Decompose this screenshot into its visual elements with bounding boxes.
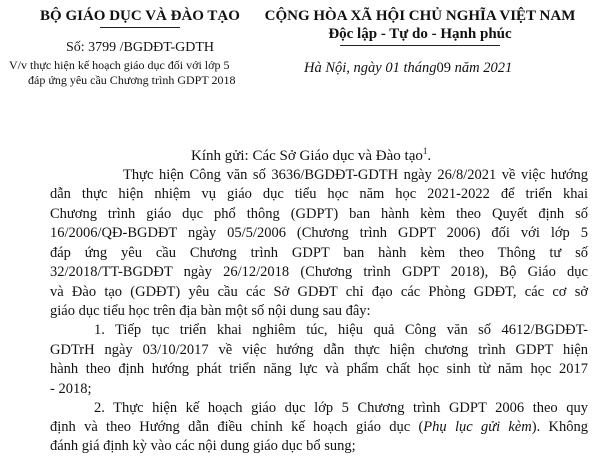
paragraph-1-line: Chương trình giáo dục phổ thông (GDPT) ban hành kèm theo Quyết định số (50, 206, 588, 222)
salutation-text: Kính gửi: Các Sở Giáo dục và Đào tạo (191, 148, 423, 164)
paragraph-3-line: 2. Thực hiện kế hoạch giáo dục lớp 5 Chương trình GDPT 2006 theo quy (94, 400, 588, 416)
paragraph-1-line: đáp ứng yêu cầu Chương trình GDPT ban hành kèm theo Thông tư số (50, 245, 588, 261)
paragraph-3-line (50, 419, 588, 436)
p3-text-italic: Phụ lục gửi kèm (423, 419, 532, 435)
date-month: 09 (436, 60, 452, 76)
paragraph-1-line: 32/2018/TT-BGDĐT ngày 26/12/2018 (Chương trình GDPT 2018), Bộ Giáo dục (50, 264, 588, 280)
place-and-date (304, 60, 512, 77)
paragraph-3-line: đánh giá định kỳ vào các nội dung giáo dục bổ sung; (50, 438, 356, 454)
paragraph-2-line: hành theo định hướng phát triển năng lực và phẩm chất học sinh từ năm học 2017 (50, 361, 588, 377)
paragraph-1-line: giáo dục tiểu học trên địa bàn một số nội dung sau đây: (50, 303, 371, 319)
subject-line-1: V/v thực hiện kế hoạch giáo dục đối với lớp 5 (9, 58, 230, 72)
p3-text-a: định và theo Hướng dẫn điều chỉnh kế hoạch giáo dục ( (50, 419, 424, 435)
national-motto: Độc lập - Tự do - Hạnh phúc (328, 26, 512, 42)
document-number: Số: 3799 /BGDĐT-GDTH (65, 40, 215, 55)
paragraph-2-line: - 2018; (50, 381, 92, 397)
paragraph-1-line: Thực hiện Công văn số 3636/BGDĐT-GDTH ngày 26/8/2021 về việc hướng (123, 167, 588, 183)
p3-text-b: ). Không (531, 419, 588, 435)
salutation-end: . (427, 148, 432, 164)
agency-name: BỘ GIÁO DỤC VÀ ĐÀO TẠO (40, 8, 240, 24)
paragraph-2-line: GDTrH ngày 03/10/2017 về việc hướng dẫn thực hiện chương trình GDPT hiện (50, 342, 588, 358)
subject-line-2: đáp ứng yêu cầu Chương trình GDPT 2018 (28, 73, 236, 87)
paragraph-2-line: 1. Tiếp tục triển khai nghiêm túc, hiệu quả Công văn số 4612/BGDĐT- (94, 322, 588, 338)
motto-underline (340, 45, 500, 46)
salutation (191, 146, 431, 165)
paragraph-1-line: và Đào tạo (GDĐT) yêu cầu các Sở GDĐT chỉ đạo các Phòng GDĐT, các cơ sở (50, 284, 588, 300)
salutation-footnote: 1 (422, 146, 428, 156)
paragraph-1-line: 16/2006/QĐ-BGDĐT ngày 05/5/2006 (Chương trình GDPT 2006) đối với lớp 5 (50, 225, 588, 241)
country-name: CỘNG HÒA XÃ HỘI CHỦ NGHĨA VIỆT NAM (264, 8, 576, 24)
paragraph-1-line: dẫn thực hiện nhiệm vụ giáo dục tiểu học năm học 2021-2022 để triển khai (50, 186, 588, 202)
agency-underline (100, 27, 180, 28)
date-prefix: Hà Nội, ngày 01 tháng (304, 60, 437, 76)
date-year: năm 2021 (454, 60, 513, 76)
